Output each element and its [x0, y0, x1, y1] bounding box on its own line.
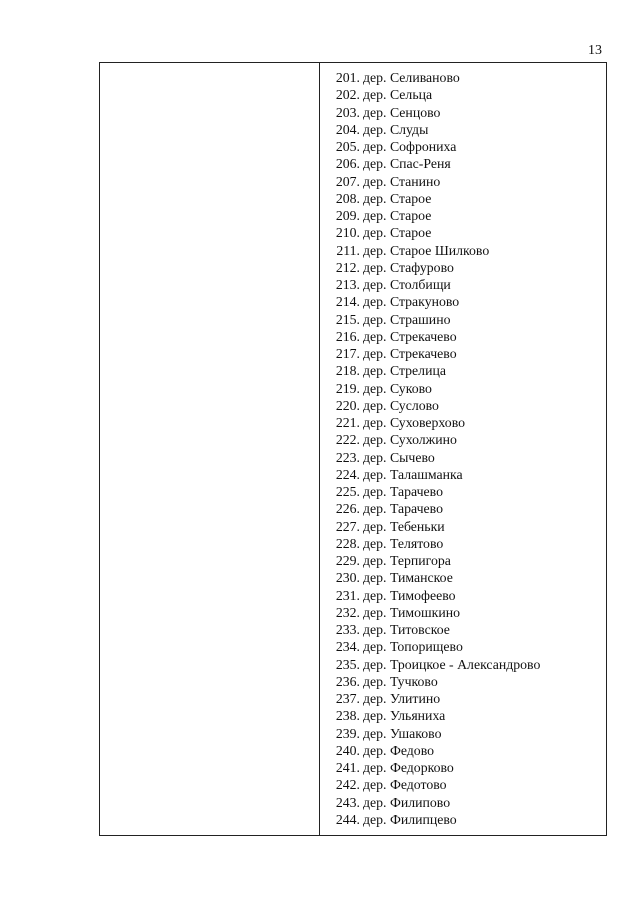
entry-name: дер. Терпигора: [363, 553, 451, 568]
list-item: [331, 397, 606, 414]
entry-number: 241.: [335, 760, 360, 775]
list-item: [331, 759, 606, 776]
entry-name: дер. Тучково: [363, 673, 438, 689]
list-item: [331, 190, 606, 207]
list-item: [331, 707, 606, 724]
entry-name: дер. Сычево: [363, 449, 435, 465]
entry-name: дер. Сельца: [363, 87, 433, 103]
entry-number: 222.: [335, 432, 360, 448]
entry-number: 230.: [335, 570, 360, 586]
entry-name: дер. Сухолжино: [363, 432, 457, 448]
settlement-list: [331, 69, 606, 828]
entry-name: дер. Ульяниха: [363, 708, 446, 724]
entry-name: дер. Тиманское: [363, 570, 453, 586]
entry-name: дер. Филипово: [363, 794, 451, 810]
list-item: [331, 276, 606, 293]
list-item: [331, 69, 606, 86]
list-item: [331, 414, 606, 431]
list-item: [331, 431, 606, 448]
list-item: [331, 794, 606, 811]
entry-number: 216.: [335, 328, 360, 344]
list-item: [331, 569, 606, 586]
entry-name: дер. Страшино: [363, 311, 451, 327]
entry-name: дер. Тебеньки: [363, 518, 445, 534]
entry-number: 236.: [335, 673, 360, 689]
list-item: [331, 259, 606, 276]
entry-name: дер. Старое: [363, 208, 432, 223]
entry-number: 210.: [335, 225, 360, 241]
entry-name: дер. Суково: [363, 380, 432, 396]
list-item: [331, 293, 606, 310]
entry-number: 244.: [335, 811, 360, 827]
entry-number: 215.: [335, 311, 360, 327]
entry-name: дер. Улитино: [363, 691, 441, 706]
entry-number: 218.: [335, 363, 360, 379]
entry-name: дер. Софрониха: [363, 139, 457, 154]
entry-name: дер. Сенцово: [363, 104, 441, 120]
entry-number: 239.: [335, 725, 360, 741]
entry-name: дер. Троицкое - Александрово: [363, 656, 541, 672]
entry-name: дер. Стрелица: [363, 363, 446, 379]
entry-number: 219.: [335, 380, 360, 396]
entry-name: дер. Селиваново: [363, 70, 460, 85]
entry-name: дер. Спас-Реня: [363, 156, 451, 172]
list-item: [331, 518, 606, 535]
entry-name: дер. Топорищево: [363, 639, 463, 655]
entry-number: 206.: [335, 156, 360, 172]
list-item: [331, 535, 606, 552]
list-item: [331, 604, 606, 621]
entry-number: 233.: [335, 622, 360, 637]
entry-number: 203.: [335, 104, 360, 120]
list-item: [331, 725, 606, 742]
list-item: [331, 155, 606, 172]
entry-name: дер. Тарачево: [363, 484, 443, 499]
entry-number: 243.: [335, 794, 360, 810]
entry-name: дер. Старое: [363, 225, 432, 241]
entry-name: дер. Стафурово: [363, 259, 454, 275]
entry-name: дер. Титовское: [363, 622, 450, 637]
list-item: [331, 362, 606, 379]
page-number: 13: [588, 43, 602, 58]
entry-number: 228.: [335, 535, 360, 551]
list-item: [331, 138, 606, 155]
entry-name: дер. Станино: [363, 173, 441, 189]
list-item: [331, 311, 606, 328]
entry-number: 202.: [335, 87, 360, 103]
entry-number: 205.: [335, 139, 360, 154]
entry-name: дер. Федорково: [363, 760, 454, 775]
list-item: [331, 328, 606, 345]
entry-number: 201.: [335, 70, 360, 85]
entry-name: дер. Талашманка: [363, 466, 463, 482]
entry-name: дер. Суслово: [363, 397, 439, 413]
list-item: [331, 811, 606, 828]
list-item: [331, 656, 606, 673]
entry-number: 207.: [335, 173, 360, 189]
document-table: [99, 62, 607, 836]
entry-number: 225.: [335, 484, 360, 499]
entry-name: дер. Федотово: [363, 777, 447, 793]
list-item: [331, 224, 606, 241]
entry-number: 240.: [335, 742, 360, 758]
entry-name: дер. Суховерхово: [363, 415, 466, 430]
entry-name: дер. Старое: [363, 190, 432, 206]
entry-number: 223.: [335, 449, 360, 465]
entry-name: дер. Ушаково: [363, 725, 442, 741]
entry-number: 217.: [335, 346, 360, 361]
entry-number: 209.: [335, 208, 360, 223]
list-item: [331, 638, 606, 655]
entry-name: дер. Тимошкино: [363, 604, 461, 620]
list-item: [331, 673, 606, 690]
list-item: [331, 104, 606, 121]
entry-number: 234.: [335, 639, 360, 655]
entry-number: 242.: [335, 777, 360, 793]
entry-number: 231.: [335, 587, 360, 603]
table-right-column: [320, 63, 606, 835]
list-item: [331, 500, 606, 517]
entry-number: 208.: [335, 190, 360, 206]
list-item: [331, 242, 606, 259]
entry-number: 211.: [336, 242, 360, 258]
list-item: [331, 587, 606, 604]
entry-number: 220.: [335, 397, 360, 413]
list-item: [331, 690, 606, 707]
entry-number: 235.: [335, 656, 360, 672]
list-item: [331, 742, 606, 759]
list-item: [331, 207, 606, 224]
entry-number: 213.: [335, 277, 360, 292]
list-item: [331, 380, 606, 397]
list-item: [331, 776, 606, 793]
list-item: [331, 449, 606, 466]
entry-number: 227.: [335, 518, 360, 534]
entry-number: 238.: [335, 708, 360, 724]
list-item: [331, 466, 606, 483]
entry-name: дер. Стрекачево: [363, 328, 457, 344]
entry-name: дер. Старое Шилково: [363, 242, 490, 258]
list-item: [331, 345, 606, 362]
entry-name: дер. Федово: [363, 742, 435, 758]
entry-name: дер. Столбищи: [363, 277, 451, 292]
entry-number: 221.: [335, 415, 360, 430]
table-left-column: [100, 63, 320, 835]
entry-number: 226.: [335, 501, 360, 517]
entry-number: 232.: [335, 604, 360, 620]
entry-name: дер. Филипцево: [363, 811, 457, 827]
entry-name: дер. Стрекачево: [363, 346, 457, 361]
entry-number: 214.: [335, 294, 360, 310]
list-item: [331, 552, 606, 569]
list-item: [331, 621, 606, 638]
entry-number: 212.: [335, 259, 360, 275]
entry-number: 204.: [335, 121, 360, 137]
list-item: [331, 173, 606, 190]
list-item: [331, 483, 606, 500]
list-item: [331, 121, 606, 138]
list-item: [331, 86, 606, 103]
entry-name: дер. Тимофеево: [363, 587, 456, 603]
entry-name: дер. Тарачево: [363, 501, 443, 517]
entry-name: дер. Слуды: [363, 121, 429, 137]
entry-name: дер. Телятово: [363, 535, 444, 551]
entry-number: 229.: [335, 553, 360, 568]
entry-name: дер. Стракуново: [363, 294, 460, 310]
entry-number: 224.: [335, 466, 360, 482]
entry-number: 237.: [335, 691, 360, 706]
